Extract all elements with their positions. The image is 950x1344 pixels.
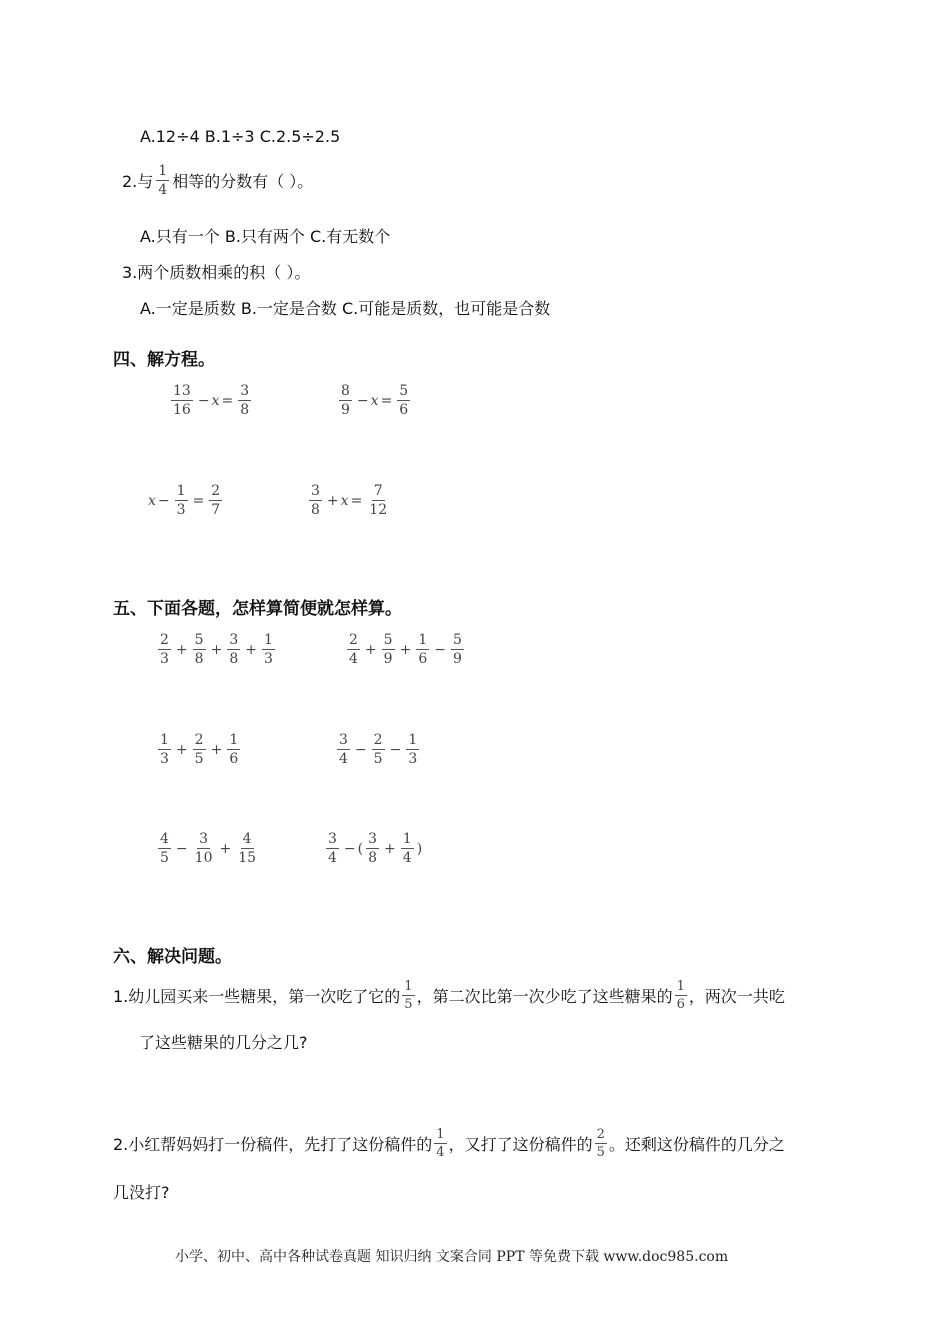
e4-f3-den: 3 bbox=[408, 751, 418, 767]
p1-fraction-1 bbox=[402, 980, 414, 1011]
problem-1-line-1 bbox=[113, 980, 785, 1011]
q2-line bbox=[122, 164, 313, 197]
e2-f3-num: 1 bbox=[418, 632, 428, 648]
eq3-equals: = bbox=[192, 492, 205, 509]
e4-f2-den: 5 bbox=[373, 751, 383, 767]
eq3-a-den: 3 bbox=[176, 502, 186, 518]
e2-frac-1 bbox=[347, 633, 360, 666]
e2-op-2: + bbox=[399, 641, 412, 658]
p2-fraction-2 bbox=[595, 1128, 607, 1159]
eq4-b-den: 12 bbox=[369, 502, 388, 518]
e4-frac-2 bbox=[372, 733, 385, 766]
problem-2-line-2: 几没打? bbox=[113, 1183, 170, 1202]
eq2-a-num: 8 bbox=[341, 383, 350, 399]
e5-f1-den: 5 bbox=[160, 850, 169, 866]
p1-f2-num: 1 bbox=[676, 979, 685, 994]
eq1-b-num: 3 bbox=[240, 383, 250, 399]
equation-4 bbox=[306, 484, 392, 517]
p2-f1-den: 4 bbox=[436, 1145, 445, 1160]
eq1-var: x bbox=[211, 392, 220, 409]
eq4-a-den: 8 bbox=[311, 502, 320, 518]
e6-f2-num: 3 bbox=[368, 831, 378, 847]
q2-suffix: 相等的分数有（ ）。 bbox=[172, 172, 314, 191]
p1-part1: 1.幼儿园买来一些糖果，第一次吃了它的 bbox=[113, 987, 401, 1006]
q2-fraction bbox=[156, 164, 169, 197]
e5-frac-2 bbox=[193, 832, 215, 865]
e2-f1-den: 4 bbox=[349, 651, 358, 667]
e2-f2-den: 9 bbox=[383, 651, 393, 667]
eq4-equals: = bbox=[350, 492, 363, 509]
e4-f3-num: 1 bbox=[408, 732, 418, 748]
eq2-equals: = bbox=[380, 392, 393, 409]
e1-frac-1 bbox=[158, 633, 171, 666]
e5-f1-num: 4 bbox=[160, 831, 169, 847]
e2-f4-num: 5 bbox=[452, 632, 462, 648]
e2-op-3: − bbox=[434, 641, 446, 658]
equation-2 bbox=[336, 384, 413, 417]
p1-f2-den: 6 bbox=[676, 997, 685, 1012]
eq2-var: x bbox=[370, 392, 379, 409]
e2-f1-num: 2 bbox=[349, 632, 358, 648]
e6-f1-den: 4 bbox=[328, 850, 337, 866]
e5-frac-1 bbox=[158, 832, 171, 865]
e5-f2-den: 10 bbox=[194, 850, 213, 866]
p2-part2: ，又打了这份稿件的 bbox=[448, 1135, 593, 1154]
section4-heading: 四、解方程。 bbox=[113, 350, 215, 370]
e3-f1-den: 3 bbox=[160, 751, 169, 767]
e2-frac-2 bbox=[382, 633, 395, 666]
p2-f2-num: 2 bbox=[596, 1127, 605, 1142]
e1-op-1: + bbox=[175, 641, 188, 658]
eq1-b-den: 8 bbox=[240, 402, 250, 418]
eq3-frac-a bbox=[175, 484, 188, 517]
e3-f2-num: 2 bbox=[194, 732, 204, 748]
eq2-frac-a bbox=[339, 384, 352, 417]
e1-f2-den: 8 bbox=[194, 651, 204, 667]
p2-part3: 。还剩这份稿件的几分之 bbox=[608, 1135, 785, 1154]
e4-frac-3 bbox=[406, 733, 419, 766]
eq4-a-num: 3 bbox=[311, 483, 320, 499]
section6-heading: 六、解决问题。 bbox=[113, 947, 232, 967]
expression-2 bbox=[344, 633, 467, 666]
q2-prefix: 2.与 bbox=[122, 172, 154, 191]
q2-frac-num: 1 bbox=[158, 163, 168, 179]
e1-f1-den: 3 bbox=[160, 651, 169, 667]
section5-heading: 五、下面各题，怎样算简便就怎样算。 bbox=[113, 599, 402, 619]
e1-f3-num: 3 bbox=[229, 632, 239, 648]
p2-f2-den: 5 bbox=[596, 1145, 605, 1160]
p2-f1-num: 1 bbox=[436, 1127, 445, 1142]
problem-1-line-2: 了这些糖果的几分之几? bbox=[139, 1033, 308, 1052]
e6-f3-num: 1 bbox=[402, 831, 412, 847]
p1-fraction-2 bbox=[675, 980, 687, 1011]
e4-op-2: − bbox=[389, 741, 402, 758]
e1-f2-num: 5 bbox=[194, 632, 204, 648]
eq1-a-num: 13 bbox=[173, 383, 191, 399]
p1-part3: ，两次一共吃 bbox=[688, 987, 785, 1006]
e6-f1-num: 3 bbox=[328, 831, 337, 847]
q3-options: A.一定是质数 B.一定是合数 C.可能是质数，也可能是合数 bbox=[140, 299, 551, 318]
eq3-b-num: 2 bbox=[211, 483, 221, 499]
e6-frac-2 bbox=[366, 832, 379, 865]
eq3-op: − bbox=[157, 492, 170, 509]
p1-part2: ，第二次比第一次少吃了这些糖果的 bbox=[416, 987, 673, 1006]
equation-3 bbox=[148, 484, 225, 517]
e1-frac-4 bbox=[262, 633, 275, 666]
e4-f1-den: 4 bbox=[339, 751, 348, 767]
expression-4 bbox=[334, 733, 422, 766]
eq4-b-num: 7 bbox=[373, 483, 383, 499]
eq3-var: x bbox=[148, 492, 156, 509]
eq1-equals: = bbox=[221, 392, 234, 409]
e6-frac-1 bbox=[326, 832, 339, 865]
e3-frac-3 bbox=[227, 733, 240, 766]
eq4-frac-b bbox=[367, 484, 389, 517]
e3-f1-num: 1 bbox=[160, 732, 169, 748]
e5-f3-den: 15 bbox=[238, 850, 257, 866]
expression-6 bbox=[323, 832, 422, 865]
eq1-a-den: 16 bbox=[173, 402, 191, 418]
eq3-frac-b bbox=[209, 484, 222, 517]
e4-op-1: − bbox=[354, 741, 367, 758]
e3-op-2: + bbox=[210, 741, 223, 758]
e6-f2-den: 8 bbox=[368, 850, 378, 866]
e1-f3-den: 8 bbox=[229, 651, 239, 667]
e5-frac-3 bbox=[236, 832, 258, 865]
e3-op-1: + bbox=[175, 741, 188, 758]
e2-frac-4 bbox=[451, 633, 464, 666]
e1-f1-num: 2 bbox=[160, 632, 169, 648]
eq2-b-num: 5 bbox=[399, 383, 409, 399]
e2-f3-den: 6 bbox=[418, 651, 428, 667]
q1-options: A.12÷4 B.1÷3 C.2.5÷2.5 bbox=[140, 127, 341, 146]
e3-f2-den: 5 bbox=[194, 751, 204, 767]
eq2-b-den: 6 bbox=[399, 402, 409, 418]
eq1-frac-a bbox=[171, 384, 193, 417]
expression-3 bbox=[155, 733, 243, 766]
q2-frac-den: 4 bbox=[158, 182, 168, 198]
e2-f2-num: 5 bbox=[383, 632, 393, 648]
e5-f2-num: 3 bbox=[199, 831, 209, 847]
e3-f3-den: 6 bbox=[229, 751, 239, 767]
e5-op-1: − bbox=[175, 840, 188, 857]
eq3-b-den: 7 bbox=[211, 502, 221, 518]
e5-op-2: + bbox=[219, 840, 232, 857]
e6-left-paren: ( bbox=[357, 840, 364, 857]
e1-op-2: + bbox=[210, 641, 223, 658]
e6-f3-den: 4 bbox=[402, 850, 412, 866]
e2-f4-den: 9 bbox=[452, 651, 462, 667]
e3-f3-num: 1 bbox=[229, 732, 239, 748]
p2-fraction-1 bbox=[434, 1128, 446, 1159]
e5-f3-num: 4 bbox=[242, 831, 252, 847]
p1-f1-den: 5 bbox=[404, 997, 413, 1012]
e1-op-3: + bbox=[245, 641, 257, 658]
e6-op-2: + bbox=[384, 840, 396, 857]
eq4-var: x bbox=[340, 492, 349, 509]
e3-frac-1 bbox=[158, 733, 171, 766]
e4-f1-num: 3 bbox=[339, 732, 348, 748]
expression-5 bbox=[155, 832, 261, 865]
e4-frac-1 bbox=[337, 733, 350, 766]
p1-f1-num: 1 bbox=[404, 979, 413, 994]
p2-part1: 2.小红帮妈妈打一份稿件，先打了这份稿件的 bbox=[113, 1135, 433, 1154]
eq4-frac-a bbox=[309, 484, 322, 517]
e6-frac-3 bbox=[401, 832, 414, 865]
e6-op-1: − bbox=[343, 840, 356, 857]
footer-text: 小学、初中、高中各种试卷真题 知识归纳 文案合同 PPT 等免费下载 www.doc985.com bbox=[175, 1249, 729, 1265]
eq1-op: − bbox=[197, 392, 210, 409]
eq2-frac-b bbox=[397, 384, 410, 417]
q3-text: 3.两个质数相乘的积（ ）。 bbox=[122, 263, 311, 282]
e1-f4-num: 1 bbox=[263, 632, 273, 648]
e1-frac-2 bbox=[193, 633, 206, 666]
e6-right-paren: ) bbox=[416, 840, 423, 857]
eq2-op: − bbox=[356, 392, 369, 409]
q2-options: A.只有一个 B.只有两个 C.有无数个 bbox=[140, 227, 391, 246]
equation-1 bbox=[168, 384, 254, 417]
e2-frac-3 bbox=[416, 633, 429, 666]
problem-2-line-1 bbox=[113, 1128, 785, 1159]
e4-f2-num: 2 bbox=[373, 732, 383, 748]
eq4-op: + bbox=[326, 492, 339, 509]
expression-1 bbox=[155, 633, 278, 666]
eq3-a-num: 1 bbox=[176, 483, 186, 499]
e3-frac-2 bbox=[193, 733, 206, 766]
e1-f4-den: 3 bbox=[263, 651, 273, 667]
e1-frac-3 bbox=[227, 633, 240, 666]
eq2-a-den: 9 bbox=[341, 402, 350, 418]
eq1-frac-b bbox=[238, 384, 251, 417]
e2-op-1: + bbox=[364, 641, 377, 658]
